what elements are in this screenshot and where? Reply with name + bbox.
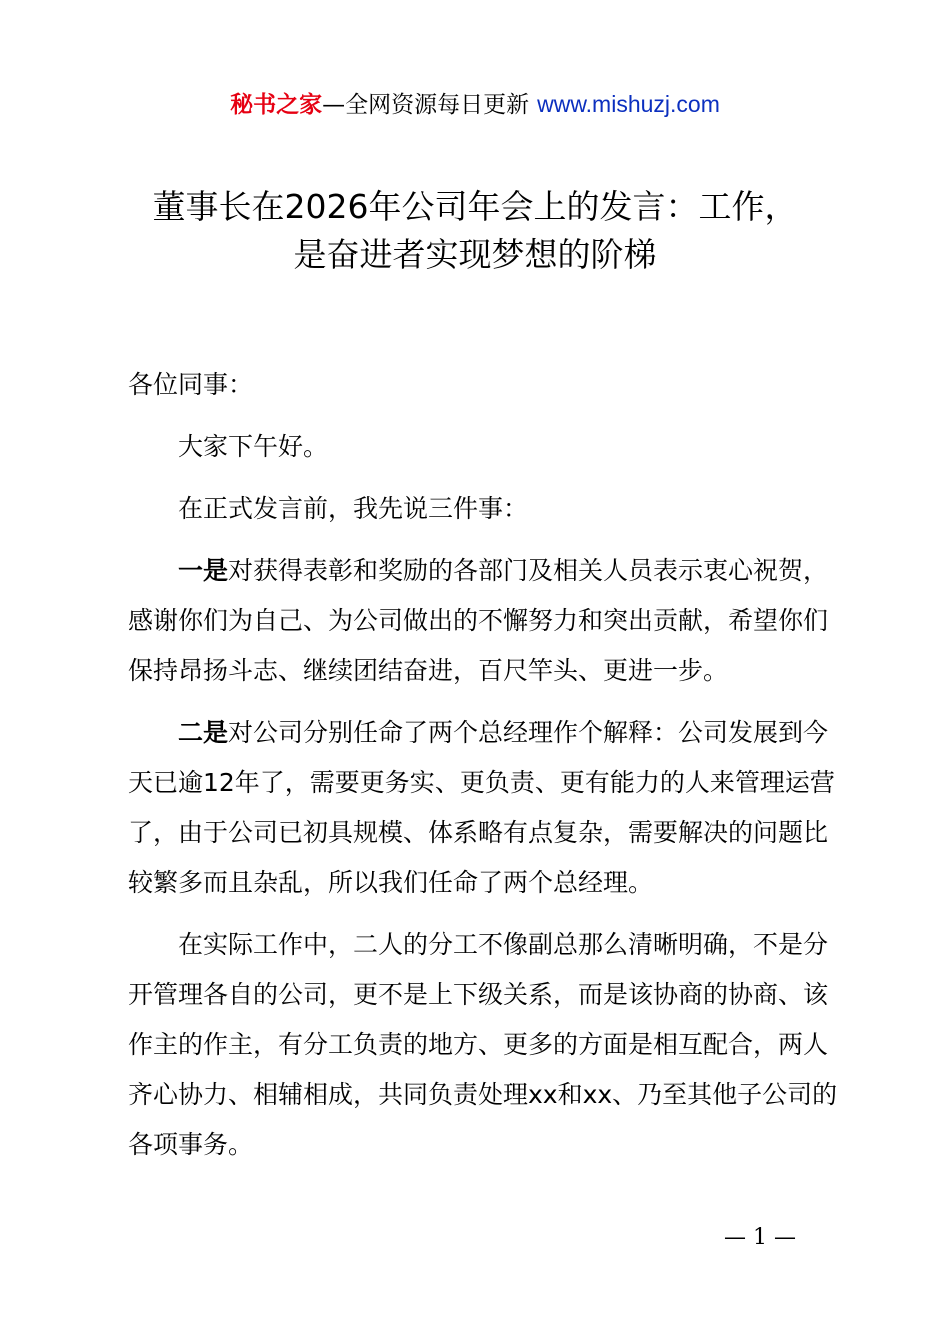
paragraph-intro: 在正式发言前，我先说三件事： (178, 494, 529, 523)
document-body (128, 360, 848, 1182)
point-one-text: 对获得表彰和奖励的各部门及相关人员表示衷心祝贺，感谢你们为自己、为公司做出的不懈努力和突出贡献，希望你们保持昂扬斗志、继续团结奋进，百尺竿头、更进一步。 (128, 556, 829, 685)
point-one-lead: 一是 (178, 556, 229, 585)
site-url-link[interactable]: www.mishuzj.com (537, 91, 720, 117)
point-two-lead: 二是 (178, 718, 229, 747)
title-line-2: 是奋进者实现梦想的阶梯 (293, 235, 657, 274)
paragraph-greeting: 大家下午好。 (178, 432, 329, 461)
paragraph-work-division: 在实际工作中，二人的分工不像副总那么清晰明确，不是分开管理各自的公司，更不是上下级关系，而是该协商的协商、该作主的作主，有分工负责的地方、更多的方面是相互配合，两人齐心协力、相辅相成，共同负责处理xx和xx、乃至其他子公司的各项事务。 (128, 930, 838, 1159)
salutation: 各位同事： (128, 370, 254, 399)
site-brand: 秘书之家 (230, 92, 323, 118)
page-number: — 1 — (724, 1225, 796, 1250)
paragraph-point-one (128, 546, 848, 696)
site-tagline: —全网资源每日更新 (322, 92, 530, 118)
title-line-1: 董事长在2026年公司年会上的发言：工作， (152, 187, 798, 226)
paragraph-point-two (128, 708, 848, 908)
site-header (0, 88, 950, 121)
point-two-text: 对公司分别任命了两个总经理作个解释：公司发展到今天已逾12年了，需要更务实、更负责、更有能力的人来管理运营了，由于公司已初具规模、体系略有点复杂，需要解决的问题比较繁多而且杂乱，所以我们任命了两个总经理。 (128, 718, 835, 897)
document-title (90, 183, 860, 279)
